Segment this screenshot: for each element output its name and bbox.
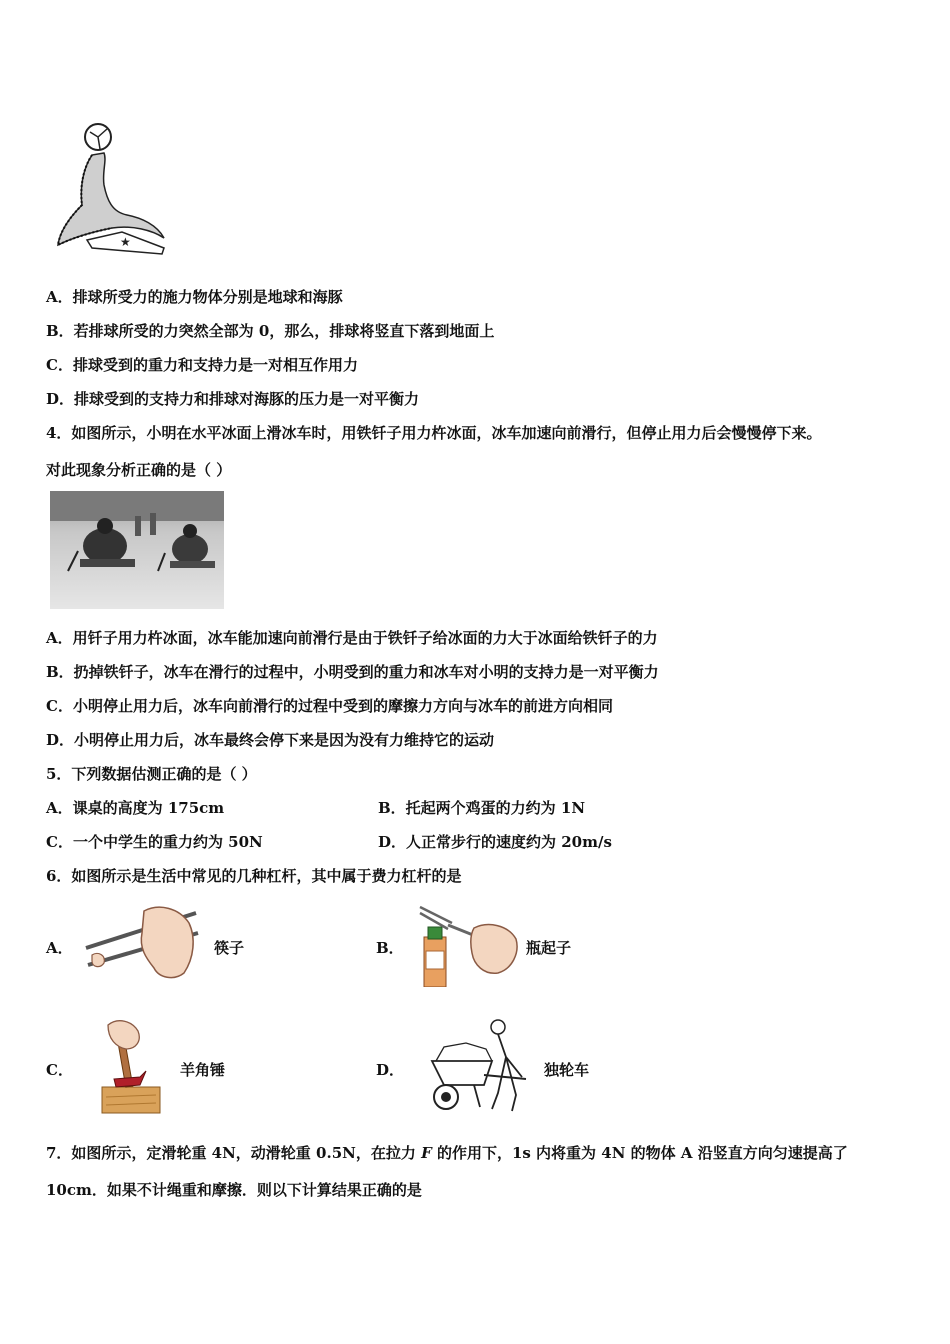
q6-label-b: B． — [376, 939, 404, 957]
q4-stem-line1: 4．如图所示，小明在水平冰面上滑冰车时，用铁钎子用力杵冰面，冰车加速向前滑行，但停止用力后会慢慢停下来。 — [46, 424, 822, 442]
q6-caption-c: 羊角锤 — [180, 1061, 226, 1079]
q5-option-a: A．课桌的高度为 175cm — [46, 799, 225, 817]
q7-stem-part1: 7．如图所示，定滑轮重 4N，动滑轮重 0.5N，在拉力 — [46, 1144, 422, 1162]
q4-option-a: A．用钎子用力杵冰面，冰车能加速向前滑行是由于铁钎子给冰面的力大于冰面给铁钎子的力 — [46, 629, 658, 647]
q5-option-b: B．托起两个鸡蛋的力约为 1N — [378, 799, 586, 817]
q5-option-c: C．一个中学生的重力约为 50N — [46, 833, 263, 851]
q5-option-d: D．人正常步行的速度约为 20m/s — [378, 833, 612, 851]
q3-option-a: A．排球所受力的施力物体分别是地球和海豚 — [46, 288, 343, 306]
wheelbarrow-icon — [426, 1017, 538, 1113]
q7-force-symbol: F — [421, 1144, 432, 1162]
q4-option-d: D．小明停止用力后，冰车最终会停下来是因为没有力维持它的运动 — [46, 731, 495, 749]
q5-stem: 5．下列数据估测正确的是（ ） — [46, 765, 257, 783]
q7-stem-line1 — [46, 1143, 848, 1163]
q6-label-c: C． — [46, 1061, 73, 1079]
q4-stem-line2: 对此现象分析正确的是（ ） — [46, 461, 232, 479]
svg-text:★: ★ — [120, 235, 131, 249]
q6-label-d: D． — [376, 1061, 405, 1079]
q7-stem-part2: 的作用下，1s 内将重为 4N 的物体 A 沿竖直方向匀速提高了 — [431, 1144, 848, 1162]
ice-sled-photo — [50, 491, 224, 609]
q6-stem: 6．如图所示是生活中常见的几种杠杆，其中属于费力杠杆的是 — [46, 867, 462, 885]
claw-hammer-icon — [100, 1017, 162, 1115]
q6-label-a: A． — [46, 939, 73, 957]
chopsticks-icon — [84, 903, 202, 983]
q4-option-b: B．扔掉铁钎子，冰车在滑行的过程中，小明受到的重力和冰车对小明的支持力是一对平衡力 — [46, 663, 659, 681]
q3-option-d: D．排球受到的支持力和排球对海豚的压力是一对平衡力 — [46, 390, 420, 408]
bottle-opener-icon — [408, 903, 522, 987]
q3-option-b: B．若排球所受的力突然全部为 0，那么，排球将竖直下落到地面上 — [46, 322, 495, 340]
q3-option-c: C．排球受到的重力和支持力是一对相互作用力 — [46, 356, 358, 374]
seal-ball-figure — [52, 120, 170, 260]
q7-stem-line2: 10cm．如果不计绳重和摩擦．则以下计算结果正确的是 — [46, 1181, 422, 1199]
q4-option-c: C．小明停止用力后，冰车向前滑行的过程中受到的摩擦力方向与冰车的前进方向相同 — [46, 697, 613, 715]
q6-caption-b: 瓶起子 — [526, 939, 572, 957]
q6-caption-d: 独轮车 — [544, 1061, 590, 1079]
q6-caption-a: 筷子 — [214, 939, 245, 957]
